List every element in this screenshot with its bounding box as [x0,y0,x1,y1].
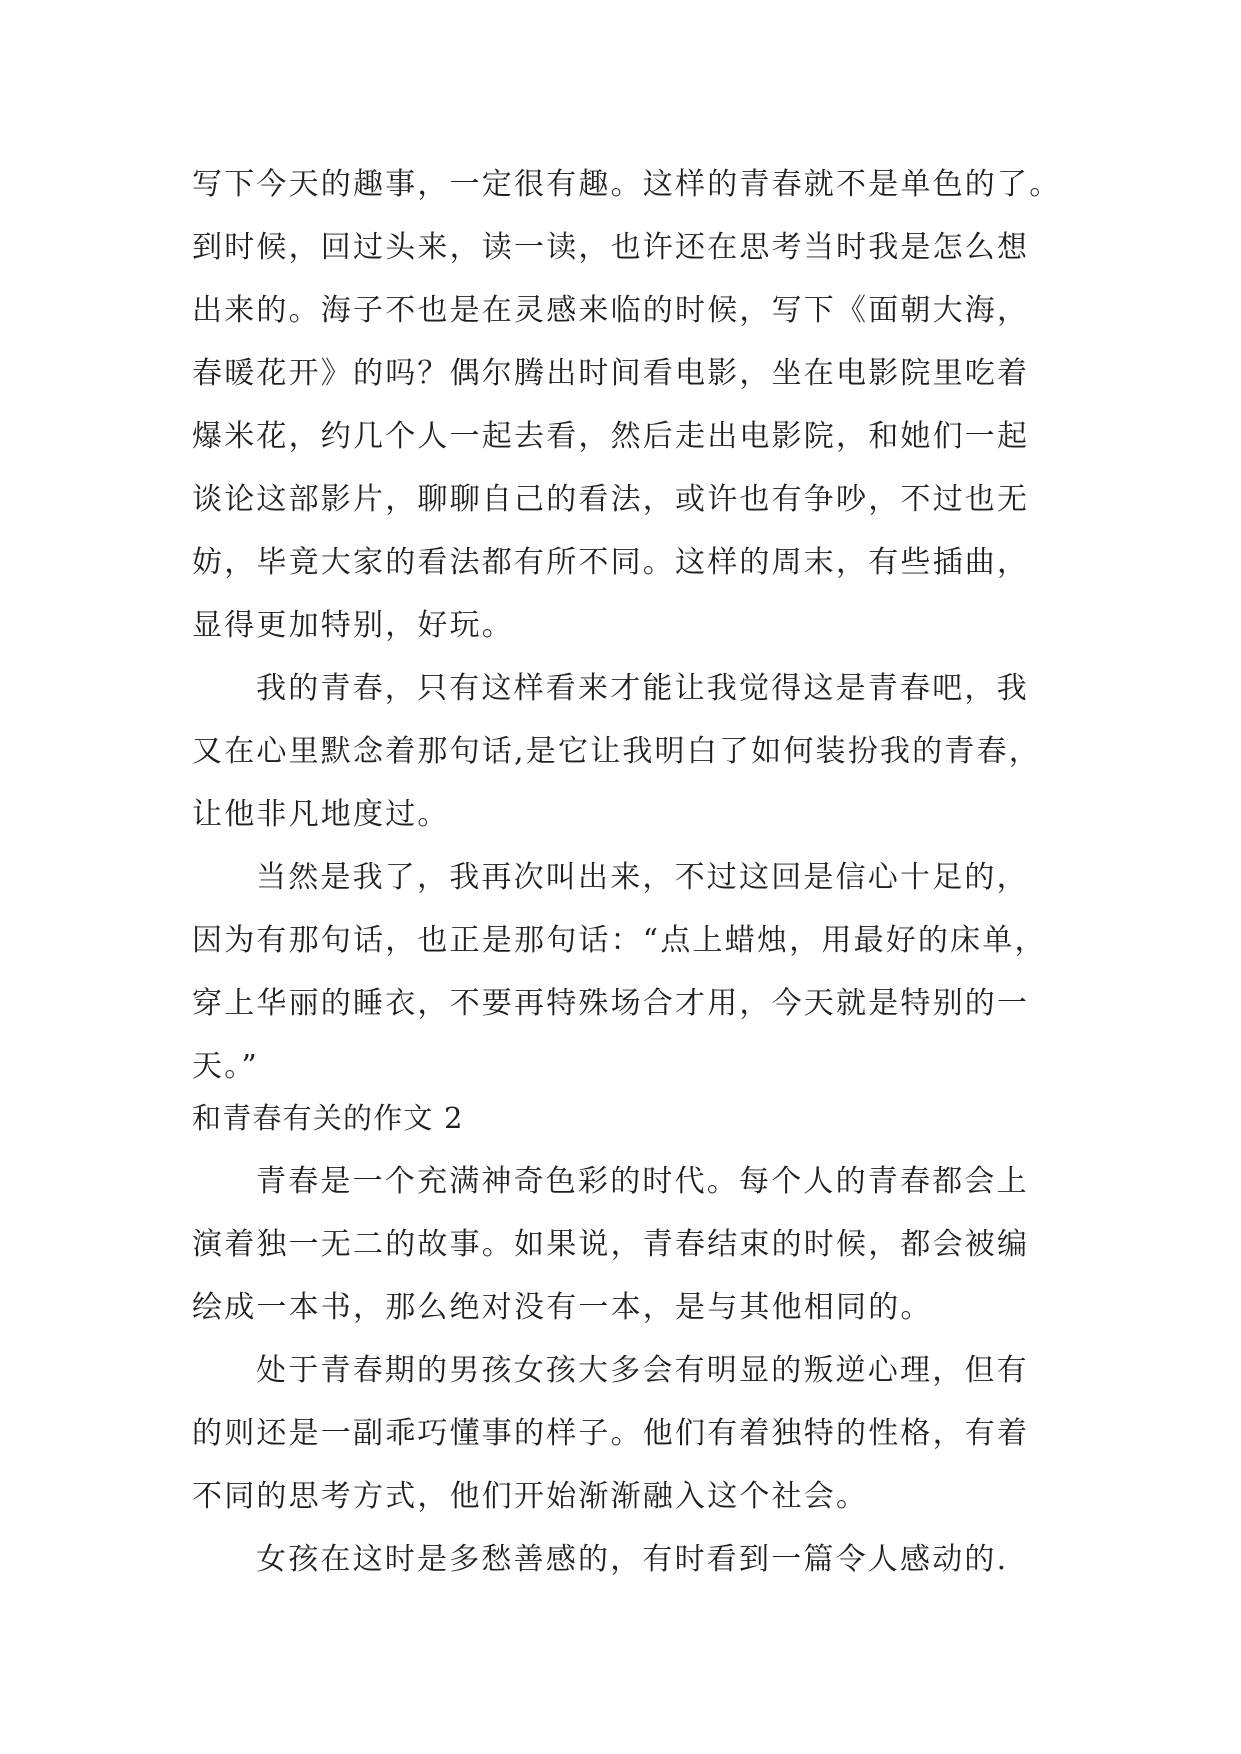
text-line: 妨，毕竟大家的看法都有所不同。这样的周末，有些插曲， [192,545,1030,580]
text-line: 春暖花开》的吗？偶尔腾出时间看电影，坐在电影院里吃着 [192,356,1030,391]
text-line: 我的青春，只有这样看来才能让我觉得这是青春吧，我 [256,671,1029,706]
text-line: 爆米花，约几个人一起去看，然后走出电影院，和她们一起 [192,419,1030,454]
text-line: 的则还是一副乖巧懂事的样子。他们有着独特的性格，有着 [192,1416,1030,1451]
text-line: 当然是我了，我再次叫出来，不过这回是信心十足的， [256,860,1029,895]
text-line: 到时候，回过头来，读一读，也许还在思考当时我是怎么想 [192,230,1030,265]
text-line: 出来的。海子不也是在灵感来临的时候，写下《面朝大海， [192,293,1030,328]
text-line: 女孩在这时是多愁善感的，有时看到一篇令人感动的. [256,1542,1009,1577]
text-line: 又在心里默念着那句话,是它让我明白了如何装扮我的青春， [192,734,1041,769]
essay-body-continued [192,153,1062,1098]
section-heading: 和青春有关的作文 2 [192,1101,464,1135]
text-line: 让他非凡地度过。 [192,797,450,832]
text-line: 青春是一个充满神奇色彩的时代。每个人的青春都会上 [256,1164,1029,1199]
text-line: 谈论这部影片，聊聊自己的看法，或许也有争吵，不过也无 [192,482,1030,517]
text-line: 天。” [192,1049,259,1084]
essay-2-body [192,1150,1062,1591]
text-line: 因为有那句话，也正是那句话：“点上蜡烛，用最好的床单， [192,923,1047,958]
text-line: 显得更加特别，好玩。 [192,608,514,643]
text-line: 处于青春期的男孩女孩大多会有明显的叛逆心理，但有 [256,1353,1029,1388]
text-line: 穿上华丽的睡衣，不要再特殊场合才用，今天就是特别的一 [192,986,1030,1021]
text-line: 不同的思考方式，他们开始渐渐融入这个社会。 [192,1479,869,1514]
text-line: 绘成一本书，那么绝对没有一本，是与其他相同的。 [192,1290,933,1325]
text-line: 写下今天的趣事，一定很有趣。这样的青春就不是单色的了。 [192,167,1062,202]
text-line: 演着独一无二的故事。如果说，青春结束的时候，都会被编 [192,1227,1030,1262]
